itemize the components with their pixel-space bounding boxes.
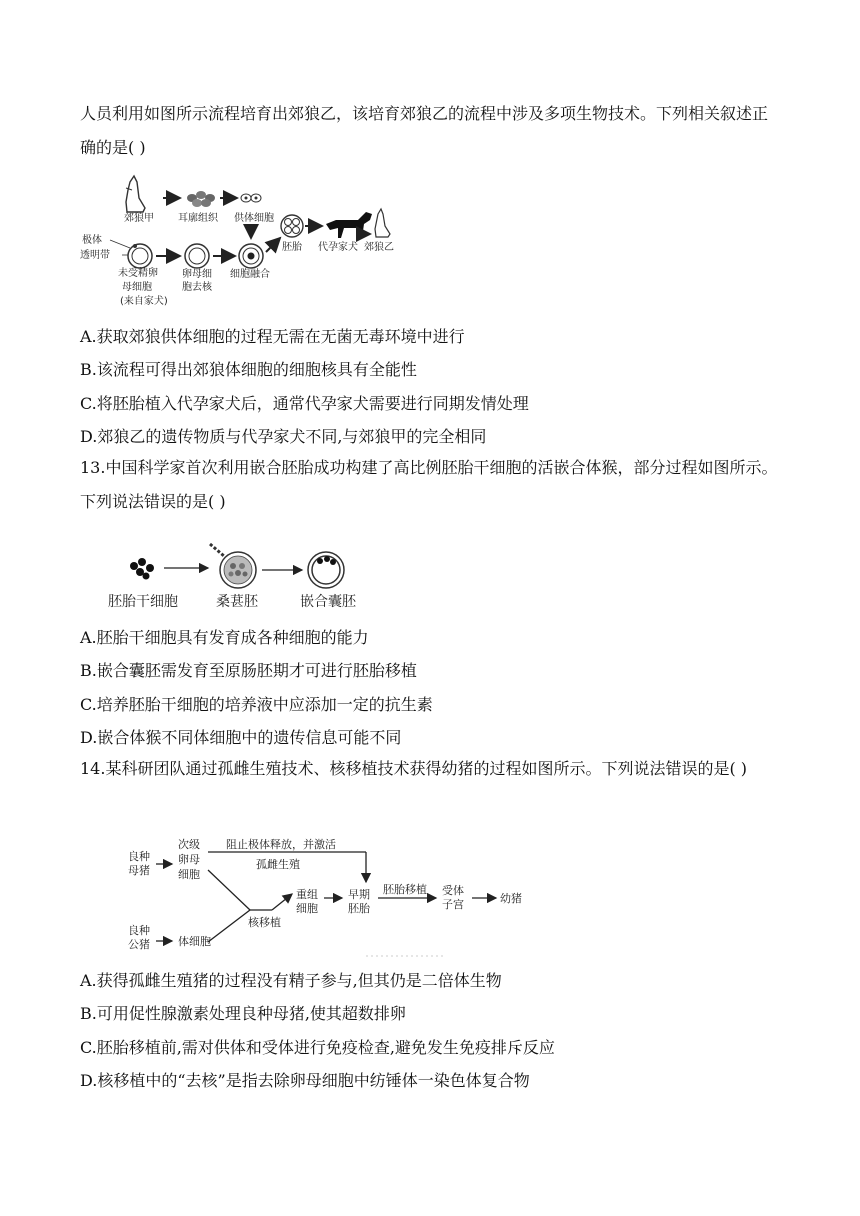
label-somatic: 体细胞 [178,935,211,948]
label-donor-cell: 供体细胞 [234,213,274,224]
label-wolf-b: 郊狼乙 [364,242,394,253]
label-oocyte-1: 次级 [178,838,200,851]
ear-tissue-icon [187,191,215,207]
label-recipient-1: 受体 [442,884,464,897]
label-early-1: 早期 [348,888,370,901]
q12-option-c: C.将胚胎植入代孕家犬后，通常代孕家犬需要进行同期发情处理 [80,394,529,413]
label-sow-1: 良种 [128,850,150,863]
label-recomb-1: 重组 [296,888,318,901]
label-parthenogenesis: 孤雌生殖 [256,858,300,871]
q13-option-b: B.嵌合囊胚需发育至原肠胚期才可进行胚胎移植 [80,661,417,680]
q13-option-d: D.嵌合体猴不同体细胞中的遗传信息可能不同 [80,728,402,747]
morula-icon [210,544,256,588]
label-enucleate-1: 卵母细 [182,269,212,280]
q14-option-d: D.核移植中的“去核”是指去除卵母细胞中纺锤体一染色体复合物 [80,1071,530,1090]
q13-figure [100,540,370,612]
oocyte-icon [128,244,152,268]
q13-option-a: A.胚胎干细胞具有发育成各种细胞的能力 [80,628,369,647]
label-enucleate-2: 胞去核 [182,282,212,293]
label-oocyte-2: 卵母 [178,853,200,866]
blastocyst-icon [308,552,344,588]
q12-option-b: B.该流程可得出郊狼体细胞的细胞核具有全能性 [80,360,417,379]
label-oocyte-3: (来自家犬) [120,296,168,307]
label-early-2: 胚胎 [348,902,370,915]
q13-option-c: C.培养胚胎干细胞的培养液中应添加一定的抗生素 [80,695,433,714]
q12-figure [80,172,420,312]
q12-option-a: A.获取郊狼供体细胞的过程无需在无菌无毒环境中进行 [80,327,465,346]
label-sow-2: 母猪 [128,864,150,877]
donor-cell-icon [241,194,261,202]
coyote-a-icon [126,176,145,212]
label-oocyte-3: 细胞 [178,868,200,881]
label-nuclear-transfer: 核移植 [248,916,281,929]
label-oocyte-2: 母细胞 [122,282,152,293]
label-polar-body: 极体 [82,235,102,246]
label-oocyte-1: 未受精卵 [118,268,158,279]
fused-cell-icon [239,244,263,268]
label-recipient-2: 子宫 [442,898,464,911]
label-top-arrow: 阻止极体释放，并激活 [226,838,336,851]
label-fusion: 细胞融合 [230,269,270,280]
q14-stem: 14.某科研团队通过孤雌生殖技术、核移植技术获得幼猪的过程如图所示。下列说法错误的是( ) [80,759,748,778]
q14-option-b: B.可用促性腺激素处理良种母猪,使其超数排卵 [80,1004,406,1023]
label-recomb-2: 细胞 [296,902,318,915]
label-piglet: 幼猪 [500,892,522,905]
q13-stem: 13.中国科学家首次利用嵌合胚胎成功构建了高比例胚胎干细胞的活嵌合体猴，部分过程如图所示。下列说法错误的是( ) [80,458,778,511]
label-embryo: 胚胎 [282,242,302,253]
label-blastocyst: 嵌合囊胚 [300,594,356,610]
q14-option-c: C.胚胎移植前,需对供体和受体进行免疫检查,避免发生免疫排斥反应 [80,1038,555,1057]
label-transfer: 胚胎移植 [383,883,427,896]
enucleated-oocyte-icon [185,244,209,268]
q12-option-d: D.郊狼乙的遗传物质与代孕家犬不同,与郊狼甲的完全相同 [80,427,487,446]
label-ear-tissue: 耳廓组织 [178,213,218,224]
coyote-b-icon [375,209,390,237]
stem-cells-icon [130,558,154,580]
label-boar-2: 公猪 [128,938,150,951]
label-wolf-a: 郊狼甲 [124,213,154,224]
embryo-icon [281,215,303,237]
label-zona: 透明带 [80,250,110,261]
q14-option-a: A.获得孤雌生殖猪的过程没有精子参与,但其仍是二倍体生物 [80,971,502,990]
q14-figure [116,830,546,960]
label-surrogate-dog: 代孕家犬 [318,242,358,253]
label-boar-1: 良种 [128,924,150,937]
label-morula: 桑葚胚 [216,594,258,610]
label-esc: 胚胎干细胞 [108,594,178,610]
q12-stem: 人员利用如图所示流程培育出郊狼乙，该培育郊狼乙的流程中涉及多项生物技术。下列相关叙述正确的是( ) [80,104,769,157]
